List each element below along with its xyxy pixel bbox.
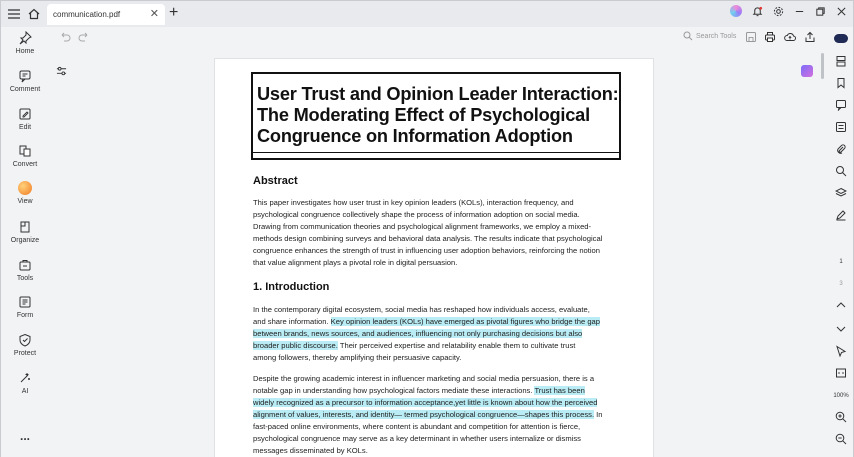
organize-icon — [18, 220, 32, 234]
search-document-icon[interactable] — [835, 165, 847, 177]
abstract-paragraph — [253, 197, 621, 269]
text-line: In the contemporary digital ecosystem, social media has reshaped how individuals access, evaluate, — [253, 305, 590, 314]
fit-page-icon[interactable] — [835, 367, 847, 379]
title-line: Congruence on Information Adoption — [257, 126, 573, 146]
search-input[interactable]: Search Tools — [696, 32, 737, 40]
undo-icon[interactable] — [59, 31, 71, 43]
sidebar-item-organize[interactable] — [1, 220, 49, 244]
sidebar-item-view[interactable] — [1, 181, 49, 205]
layers-icon[interactable] — [835, 187, 847, 199]
text-line: messages disseminated by KOLs. — [253, 446, 368, 455]
text-span: and share information. — [253, 317, 331, 326]
page-total: 3 — [839, 281, 843, 287]
text-line — [253, 397, 621, 409]
text-line: fast-paced online environments, where content is abundant and competition for attention is fierce, — [253, 422, 581, 431]
text-span: In — [594, 410, 603, 419]
save-icon[interactable] — [745, 31, 757, 43]
tools-icon — [18, 258, 32, 272]
sidebar-item-home[interactable] — [1, 31, 49, 55]
highlighted-text[interactable]: between brands, news sources, and audiences, influencing not only purchasing decisions but also — [253, 329, 583, 338]
sidebar-item-comment[interactable] — [1, 69, 49, 93]
close-window-icon[interactable] — [836, 6, 847, 17]
view-icon — [18, 181, 32, 195]
sidebar-item-label: Tools — [16, 275, 34, 282]
title-rule — [253, 152, 619, 153]
highlighted-text[interactable]: Key opinion leaders (KOLs) have emerged as pivotal figures who bridge the gap — [330, 317, 600, 326]
document-title-box — [251, 72, 621, 160]
sidebar-item-edit[interactable] — [1, 107, 49, 131]
edit-icon — [18, 107, 32, 121]
sidebar-item-convert[interactable] — [1, 144, 49, 168]
zoom-in-icon[interactable] — [835, 411, 847, 423]
document-tab[interactable] — [47, 4, 165, 25]
page-current[interactable]: 1 — [839, 259, 843, 265]
scrollbar-thumb[interactable] — [821, 53, 824, 79]
cloud-upload-icon[interactable] — [784, 31, 796, 43]
top-toolbar — [49, 27, 829, 49]
text-line: congruence enhances the strength of trust in influencing user adoption behaviors, reinforcing the notion — [253, 246, 601, 255]
window-controls — [730, 5, 847, 17]
text-line: This paper investigates how user trust in key opinion leaders (KOLs), interaction frequency, and — [253, 198, 574, 207]
sidebar-item-label: Form — [16, 312, 34, 319]
minimize-icon[interactable] — [794, 6, 805, 17]
chevron-down-icon[interactable] — [835, 323, 847, 335]
convert-icon — [18, 144, 32, 158]
signature-icon[interactable] — [835, 209, 847, 221]
search-tools[interactable] — [683, 31, 736, 41]
print-icon[interactable] — [764, 31, 776, 43]
sidebar-item-ai[interactable] — [1, 371, 49, 395]
sidebar-item-protect[interactable] — [1, 333, 49, 357]
text-line: methods design combining surveys and behavioral data analysis. The results indicate that psychological — [253, 234, 603, 243]
share-icon[interactable] — [804, 31, 816, 43]
search-icon — [683, 31, 693, 41]
text-line — [253, 340, 621, 352]
sliders-icon[interactable] — [56, 66, 67, 77]
text-line: that value alignment plays a pivotal role in digital persuasion. — [253, 258, 458, 267]
text-line: psychological congruence may serve as a key determinant in whether users internalize or dismiss — [253, 434, 581, 443]
menu-icon[interactable] — [3, 3, 25, 25]
text-span: Their perceived expertise and relatability enable them to cultivate trust — [337, 341, 576, 350]
highlighted-text[interactable]: Trust has been — [534, 386, 585, 395]
sidebar-item-label: Convert — [12, 161, 38, 168]
ai-icon — [18, 371, 32, 385]
text-line — [253, 316, 621, 328]
pdf-page — [214, 58, 654, 457]
restore-icon[interactable] — [815, 6, 826, 17]
tab-label: communication.pdf — [53, 10, 121, 19]
sidebar-item-label: View — [17, 198, 33, 205]
bell-icon[interactable] — [752, 6, 763, 17]
title-bar — [1, 1, 853, 27]
text-span: notable gap in understanding how psychological factors mediate these interactions. — [253, 386, 535, 395]
thumbnails-icon[interactable] — [835, 55, 847, 67]
sidebar-item-form[interactable] — [1, 295, 49, 319]
title-line: The Moderating Effect of Psychological — [257, 105, 590, 125]
title-line: User Trust and Opinion Leader Interaction: — [257, 84, 619, 104]
attachment-icon[interactable] — [835, 143, 847, 155]
sidebar-item-label: Organize — [10, 237, 40, 244]
text-line: among followers, thereby amplifying their persuasive capacity. — [253, 353, 462, 362]
comment-icon — [18, 69, 32, 83]
sidebar-item-label: Comment — [9, 86, 41, 93]
document-viewport[interactable] — [49, 49, 829, 457]
pin-icon — [18, 31, 32, 45]
intro-paragraph-1 — [253, 304, 621, 364]
right-sidebar — [829, 27, 853, 457]
text-line: Despite the growing academic interest in influencer marketing and social media persuasion, there is a — [253, 374, 595, 383]
new-tab-icon[interactable]: + — [169, 4, 179, 21]
form-icon — [18, 295, 32, 309]
highlighted-text[interactable]: broader public discourse. — [253, 341, 338, 350]
zoom-out-icon[interactable] — [835, 433, 847, 445]
select-cursor-icon[interactable] — [835, 345, 847, 357]
text-line — [253, 385, 621, 397]
sidebar-item-label: Edit — [18, 124, 32, 131]
gear-icon[interactable] — [773, 6, 784, 17]
zoom-level[interactable]: 100% — [833, 393, 849, 399]
highlighted-text[interactable]: widely recognized as a precursor to information acceptance,yet little is known about how the perceived — [253, 398, 598, 407]
ai-chat-icon[interactable] — [834, 34, 848, 43]
introduction-heading: 1. Introduction — [253, 281, 330, 293]
protect-icon — [18, 333, 32, 347]
sidebar-item-tools[interactable] — [1, 258, 49, 282]
sidebar-item-label: Home — [15, 48, 35, 55]
ai-assistant-icon[interactable] — [801, 65, 813, 77]
close-tab-icon[interactable]: ✕ — [149, 8, 159, 20]
intro-paragraph-2 — [253, 373, 621, 457]
text-line — [253, 328, 621, 340]
left-sidebar — [1, 27, 49, 457]
sidebar-item-label: Protect — [13, 350, 37, 357]
more-options-icon[interactable]: ... — [19, 429, 30, 443]
text-line: psychological congruence collectively shape the process of information adoption on social media. — [253, 210, 580, 219]
chevron-up-icon[interactable] — [835, 299, 847, 311]
text-line — [253, 409, 621, 421]
fields-icon[interactable] — [835, 121, 847, 133]
sidebar-item-label: AI — [21, 388, 29, 395]
bookmark-icon[interactable] — [835, 77, 847, 89]
text-line: Drawing from communication theories and psychological alignment frameworks, we employ a mixed- — [253, 222, 592, 231]
avatar[interactable] — [730, 5, 742, 17]
comments-panel-icon[interactable] — [835, 99, 847, 111]
highlighted-text[interactable]: alignment of values, interests, and identity— termed psychological congruence—shapes this process. — [253, 410, 595, 419]
abstract-heading: Abstract — [253, 175, 298, 187]
redo-icon[interactable] — [78, 31, 90, 43]
home-icon[interactable] — [23, 3, 45, 25]
